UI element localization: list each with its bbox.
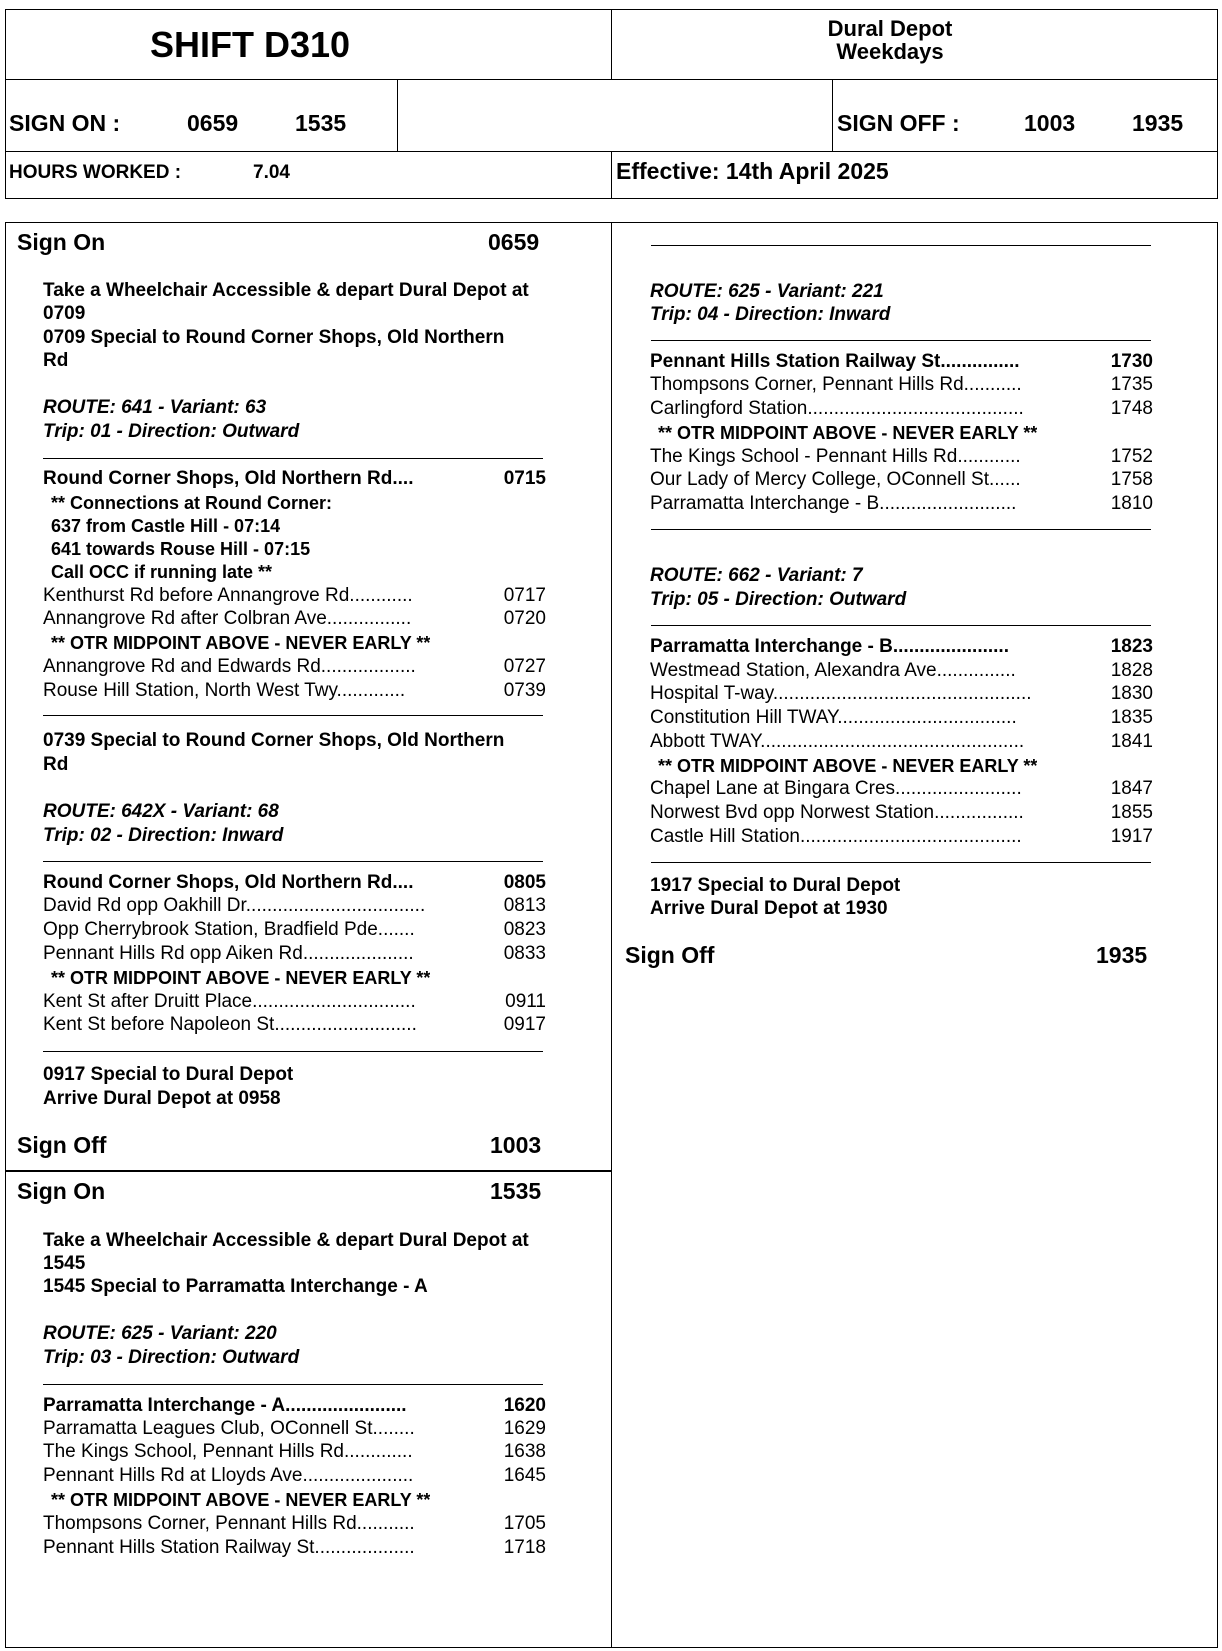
stop-name: Round Corner Shops, Old Northern Rd.... <box>43 872 414 893</box>
stop-time: 1841 <box>1110 731 1153 752</box>
stop-name: Pennant Hills Station Railway St............... <box>650 351 1020 372</box>
route-label: ROUTE: 662 - Variant: 7 <box>650 565 863 586</box>
sign-on-label: SIGN ON : <box>9 110 121 136</box>
header-divider <box>832 79 833 152</box>
special-trip: 1545 Special to Parramatta Interchange - A <box>43 1276 428 1297</box>
trip-rule <box>43 1051 543 1052</box>
stop-name: Round Corner Shops, Old Northern Rd.... <box>43 468 414 489</box>
stop-time: 1748 <box>1110 398 1153 419</box>
stop-time: 0911 <box>505 991 546 1012</box>
trip-rule <box>651 625 1151 626</box>
sign-off-time: 1935 <box>1096 942 1148 968</box>
sign-off-time: 1003 <box>490 1132 542 1158</box>
route-label: ROUTE: 642X - Variant: 68 <box>43 801 279 822</box>
special-trip: 1917 Special to Dural Depot <box>650 875 901 896</box>
header-divider <box>397 79 398 152</box>
otr-midpoint-note: ** OTR MIDPOINT ABOVE - NEVER EARLY ** <box>658 423 1038 443</box>
trip-rule <box>43 861 543 862</box>
stop-name: Annangrove Rd and Edwards Rd.................. <box>43 656 416 677</box>
connection-note: 641 towards Rouse Hill - 07:15 <box>51 539 311 559</box>
sign-on-time-2: 1535 <box>295 110 347 136</box>
stop-time: 1835 <box>1110 707 1153 728</box>
trip-label: Trip: 04 - Direction: Inward <box>650 304 891 325</box>
stop-name: The Kings School, Pennant Hills Rd............. <box>43 1441 413 1462</box>
stop-name: Parramatta Interchange - B...................... <box>650 636 1009 657</box>
sign-off-label: Sign Off <box>625 942 715 968</box>
stop-name: Hospital T-way................................................. <box>650 683 1032 704</box>
stop-time: 1718 <box>503 1537 546 1558</box>
stop-name: Opp Cherrybrook Station, Bradfield Pde....... <box>43 919 415 940</box>
stop-name: David Rd opp Oakhill Dr.................................. <box>43 895 426 916</box>
stop-name: Pennant Hills Station Railway St................... <box>43 1537 415 1558</box>
stop-time: 0823 <box>503 919 546 940</box>
special-trip: 0739 Special to Round Corner Shops, Old Northern <box>43 730 505 751</box>
stop-name: Parramatta Interchange - A....................... <box>43 1395 407 1416</box>
stop-time: 0813 <box>503 895 546 916</box>
stop-time: 1758 <box>1110 469 1153 490</box>
otr-midpoint-note: ** OTR MIDPOINT ABOVE - NEVER EARLY ** <box>658 756 1038 776</box>
stop-time: 1620 <box>503 1395 546 1416</box>
trip-rule <box>651 245 1151 246</box>
sign-on-label: Sign On <box>17 1178 106 1204</box>
stop-name: Constitution Hill TWAY.................................. <box>650 707 1017 728</box>
stop-name: Pennant Hills Rd at Lloyds Ave..................... <box>43 1465 414 1486</box>
stop-name: Norwest Bvd opp Norwest Station................. <box>650 802 1024 823</box>
trip-rule <box>43 458 543 459</box>
trip-label: Trip: 05 - Direction: Outward <box>650 589 907 610</box>
stop-time: 1855 <box>1110 802 1153 823</box>
stop-time: 1847 <box>1110 778 1153 799</box>
sign-off-label: SIGN OFF : <box>837 110 960 136</box>
depart-instruction: Take a Wheelchair Accessible & depart Dural Depot at <box>43 1230 529 1251</box>
sign-off-time-1: 1003 <box>1024 110 1076 136</box>
stop-time: 0739 <box>503 680 546 701</box>
depart-time: 1545 <box>43 1253 86 1274</box>
trip-rule <box>43 715 543 716</box>
depart-time: 0709 <box>43 303 86 324</box>
stop-name: Westmead Station, Alexandra Ave............... <box>650 660 1016 681</box>
stop-name: Thompsons Corner, Pennant Hills Rd........... <box>43 1513 415 1534</box>
stop-time: 0720 <box>503 608 546 629</box>
connection-note: Call OCC if running late ** <box>51 562 273 582</box>
stop-time: 1735 <box>1110 374 1153 395</box>
trip-label: Trip: 02 - Direction: Inward <box>43 825 284 846</box>
otr-midpoint-note: ** OTR MIDPOINT ABOVE - NEVER EARLY ** <box>51 968 431 988</box>
stop-time: 0727 <box>503 656 546 677</box>
otr-midpoint-note: ** OTR MIDPOINT ABOVE - NEVER EARLY ** <box>51 1490 431 1510</box>
route-label: ROUTE: 625 - Variant: 221 <box>650 281 884 302</box>
stop-name: Kenthurst Rd before Annangrove Rd............ <box>43 585 413 606</box>
sign-on-label: Sign On <box>17 229 106 255</box>
column-divider <box>611 222 612 1648</box>
otr-midpoint-note: ** OTR MIDPOINT ABOVE - NEVER EARLY ** <box>51 633 431 653</box>
stop-name: Rouse Hill Station, North West Twy............. <box>43 680 406 701</box>
sign-on-time: 0659 <box>488 229 540 255</box>
stop-name: Abbott TWAY.................................................. <box>650 731 1025 752</box>
connection-note: 637 from Castle Hill - 07:14 <box>51 516 281 536</box>
stop-name: Pennant Hills Rd opp Aiken Rd..................... <box>43 943 414 964</box>
effective-date: Effective: 14th April 2025 <box>616 158 889 184</box>
stop-time: 1705 <box>503 1513 546 1534</box>
stop-name: Kent St before Napoleon St........................... <box>43 1014 417 1035</box>
sign-off-time-2: 1935 <box>1132 110 1184 136</box>
stop-time: 0917 <box>503 1014 546 1035</box>
stop-name: Annangrove Rd after Colbran Ave................ <box>43 608 412 629</box>
connection-note: ** Connections at Round Corner: <box>51 493 333 513</box>
special-trip-cont: Rd <box>43 350 69 371</box>
depart-instruction: Take a Wheelchair Accessible & depart Dural Depot at <box>43 280 529 301</box>
trip-rule <box>651 862 1151 863</box>
hours-worked-label: HOURS WORKED : <box>9 162 182 183</box>
block-separator <box>5 1170 612 1172</box>
special-trip: 0917 Special to Dural Depot <box>43 1064 294 1085</box>
stop-time: 1810 <box>1110 493 1153 514</box>
route-label: ROUTE: 625 - Variant: 220 <box>43 1323 277 1344</box>
stop-name: Chapel Lane at Bingara Cres........................ <box>650 778 1022 799</box>
stop-time: 1828 <box>1110 660 1153 681</box>
hours-worked-value: 7.04 <box>253 162 290 183</box>
depot-name: Dural Depot <box>827 16 953 41</box>
header-divider <box>611 9 612 79</box>
stop-time: 0805 <box>503 872 546 893</box>
day-type: Weekdays <box>836 39 944 64</box>
stop-time: 1730 <box>1110 351 1153 372</box>
trip-rule <box>651 340 1151 341</box>
header-rule <box>5 79 1218 80</box>
arrive-depot: Arrive Dural Depot at 0958 <box>43 1088 281 1109</box>
stop-time: 1823 <box>1110 636 1153 657</box>
stop-name: The Kings School - Pennant Hills Rd............ <box>650 446 1021 467</box>
trip-label: Trip: 01 - Direction: Outward <box>43 421 300 442</box>
stop-name: Parramatta Interchange - B.......................... <box>650 493 1017 514</box>
stop-time: 1752 <box>1110 446 1153 467</box>
stop-time: 0715 <box>503 468 546 489</box>
stop-name: Kent St after Druitt Place............................... <box>43 991 416 1012</box>
stop-time: 0717 <box>503 585 546 606</box>
stop-name: Carlingford Station......................................... <box>650 398 1024 419</box>
trip-rule <box>651 529 1151 530</box>
sign-on-time-1: 0659 <box>187 110 239 136</box>
sign-off-label: Sign Off <box>17 1132 107 1158</box>
stop-time: 1645 <box>503 1465 546 1486</box>
stop-time: 1917 <box>1110 826 1153 847</box>
stop-time: 1638 <box>503 1441 546 1462</box>
special-trip-cont: Rd <box>43 754 69 775</box>
stop-name: Castle Hill Station.......................................... <box>650 826 1022 847</box>
route-label: ROUTE: 641 - Variant: 63 <box>43 397 267 418</box>
stop-name: Parramatta Leagues Club, OConnell St........ <box>43 1418 415 1439</box>
stop-time: 1629 <box>503 1418 546 1439</box>
shift-title: SHIFT D310 <box>150 24 351 65</box>
stop-time: 0833 <box>503 943 546 964</box>
trip-label: Trip: 03 - Direction: Outward <box>43 1347 300 1368</box>
trip-rule <box>43 1384 543 1385</box>
arrive-depot: Arrive Dural Depot at 1930 <box>650 898 888 919</box>
stop-name: Our Lady of Mercy College, OConnell St...... <box>650 469 1021 490</box>
stop-name: Thompsons Corner, Pennant Hills Rd........... <box>650 374 1022 395</box>
header-divider <box>611 151 612 199</box>
special-trip: 0709 Special to Round Corner Shops, Old Northern <box>43 327 505 348</box>
sign-on-time: 1535 <box>490 1178 542 1204</box>
stop-time: 1830 <box>1110 683 1153 704</box>
